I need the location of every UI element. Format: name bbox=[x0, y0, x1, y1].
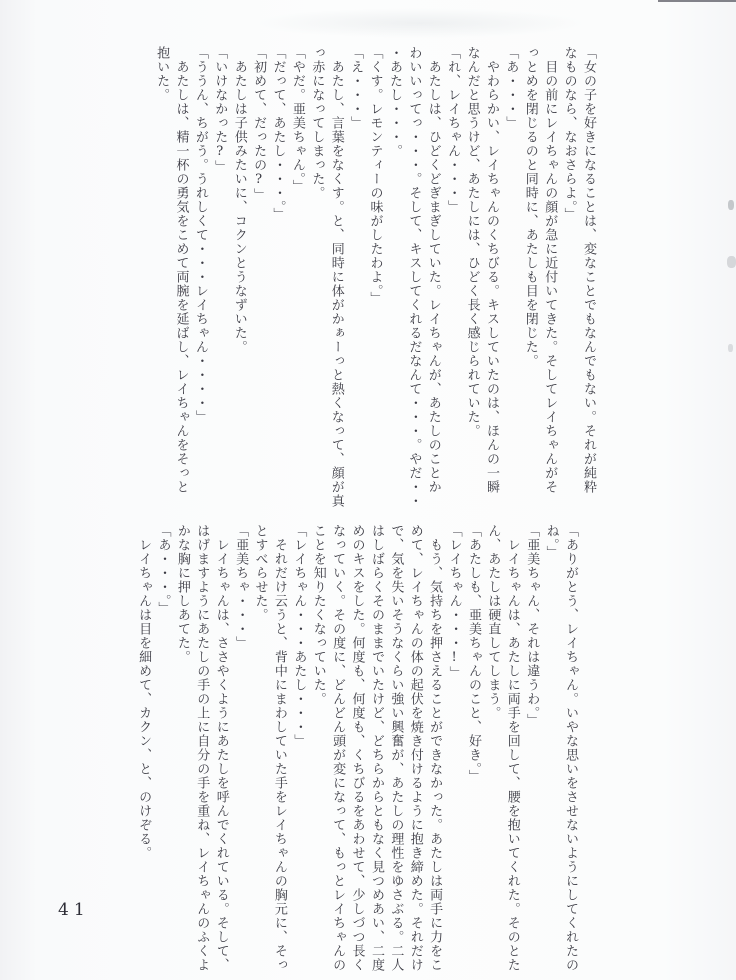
text-column: あたしは子供みたいに、コクンとうなずいた。 bbox=[231, 46, 247, 354]
text-column: 「あたしも、亜美ちゃんのこと、好き。」 bbox=[465, 524, 481, 784]
text-column: やわらかい、レイちゃんのくちびる。キスしていたのは、ほんの一瞬 bbox=[483, 46, 499, 494]
text-column: 「いけなかった?」 bbox=[212, 46, 228, 174]
text-column: めのキスをした。何度も、何度も、くちびるをあわせて、少しづつ長く bbox=[349, 524, 365, 972]
page-number: 41 bbox=[58, 900, 90, 920]
text-column: ね。」 bbox=[543, 524, 559, 560]
text-column: もう、気持ちを押さえることができなかった。あたしは両手に力をこ bbox=[427, 524, 443, 972]
text-column: レイちゃんは、あたしに両手を回して、腰を抱いてくれた。そのとた bbox=[504, 524, 520, 972]
text-block-top bbox=[152, 46, 598, 508]
text-column: めて、レイちゃんの体の起伏を焼き付けるように抱き締めた。それだけ bbox=[407, 524, 423, 972]
text-column: わいいってっ・・・。そして、キスしてくれるだなんて・・・。やだ・・ bbox=[406, 46, 422, 508]
text-column: 「レイちゃん・・・!」 bbox=[446, 524, 462, 680]
text-column: 「初めて、だったの?」 bbox=[251, 46, 267, 202]
text-column: 目の前にレイちゃんの顔が急に近付いてきた。そしてレイちゃんがそ bbox=[542, 46, 558, 494]
text-column: レイちゃんは、ささやくようにあたしを呼んでくれている。そして、 bbox=[213, 524, 229, 972]
text-column: それだけ云うと、背中にまわしていた手をレイちゃんの胸元に、そっ bbox=[271, 524, 287, 972]
text-column: 「れ、レイちゃん・・・」 bbox=[445, 46, 461, 214]
text-column: 「あ・・・。」 bbox=[155, 524, 171, 616]
text-column: なものなら、なおさらよ。」 bbox=[561, 46, 577, 222]
text-column: 「あ・・・」 bbox=[503, 46, 519, 130]
text-column: ことを知りたくなっていた。 bbox=[310, 524, 326, 706]
text-column: はしばらくそのままでいたけど、どちらからともなく見つめあい、二度 bbox=[368, 524, 384, 972]
text-column: あたしは、精一杯の勇気をこめて両腕を延ばし、レイちゃんをそっと bbox=[173, 46, 189, 494]
text-column: 「亜美ちゃん、それは違うわ。」 bbox=[524, 524, 540, 728]
text-column: 「え・・・」 bbox=[348, 46, 364, 130]
text-column: ん、あたしは硬直してしまう。 bbox=[485, 524, 501, 720]
text-column: 「ありがとう、レイちゃん。いやな思いをさせないようにしてくれたの bbox=[563, 524, 578, 972]
text-column: っとめを閉じるのと同時に、あたしも目を閉じた。 bbox=[522, 46, 538, 368]
scan-speck bbox=[728, 200, 734, 210]
scan-speck bbox=[728, 344, 733, 352]
scan-edge-artifact bbox=[658, 0, 736, 2]
text-column: 「くす。レモンティーの味がしたわよ。」 bbox=[367, 46, 383, 306]
text-column: なんだと思うけど、あたしには、ひどく長く感じられていた。 bbox=[464, 46, 480, 438]
text-column: で、気を失いそうなくらい強い興奮が、あたしの理性をゆさぶる。二人 bbox=[388, 524, 404, 972]
text-column: かな胸に押しあてた。 bbox=[174, 524, 190, 664]
text-column: っ赤になってしまった。 bbox=[309, 46, 325, 200]
text-column: はげますようにあたしの手の上に自分の手を重ね、レイちゃんのふくよ bbox=[194, 524, 210, 972]
text-column: ・あたし・・・。 bbox=[386, 46, 402, 158]
text-column: 「ううん、ちがう。うれしくて・・・レイちゃん・・・・」 bbox=[192, 46, 208, 424]
text-column: 「やだ。亜美ちゃん。」 bbox=[289, 46, 305, 194]
text-column: 「レイちゃん・・・あたし・・・」 bbox=[291, 524, 307, 748]
text-block-bottom bbox=[134, 524, 580, 972]
text-column: 「女の子を好きになることは、変なことでもなんでもない。それが純粋 bbox=[581, 46, 596, 494]
scan-speck bbox=[727, 256, 736, 268]
text-column: 「亜美ちゃ・・・」 bbox=[233, 524, 249, 650]
text-column: なっていく。その度に、どんどん頭が変になって、もっとレイちゃんの bbox=[330, 524, 346, 972]
text-column: あたし、言葉をなくす。と、同時に体がかぁーっと熱くなって、顔が真 bbox=[328, 46, 344, 508]
text-column: とすべらせた。 bbox=[252, 524, 268, 622]
text-column: あたしは、ひどくどぎまぎしていた。レイちゃんが、あたしのことか bbox=[425, 46, 441, 494]
text-column: 抱いた。 bbox=[154, 46, 170, 102]
text-column: レイちゃんは目を細めて、カクン、と、のけぞる。 bbox=[136, 524, 152, 860]
text-column: 「だって、あたし・・・。」 bbox=[270, 46, 286, 222]
